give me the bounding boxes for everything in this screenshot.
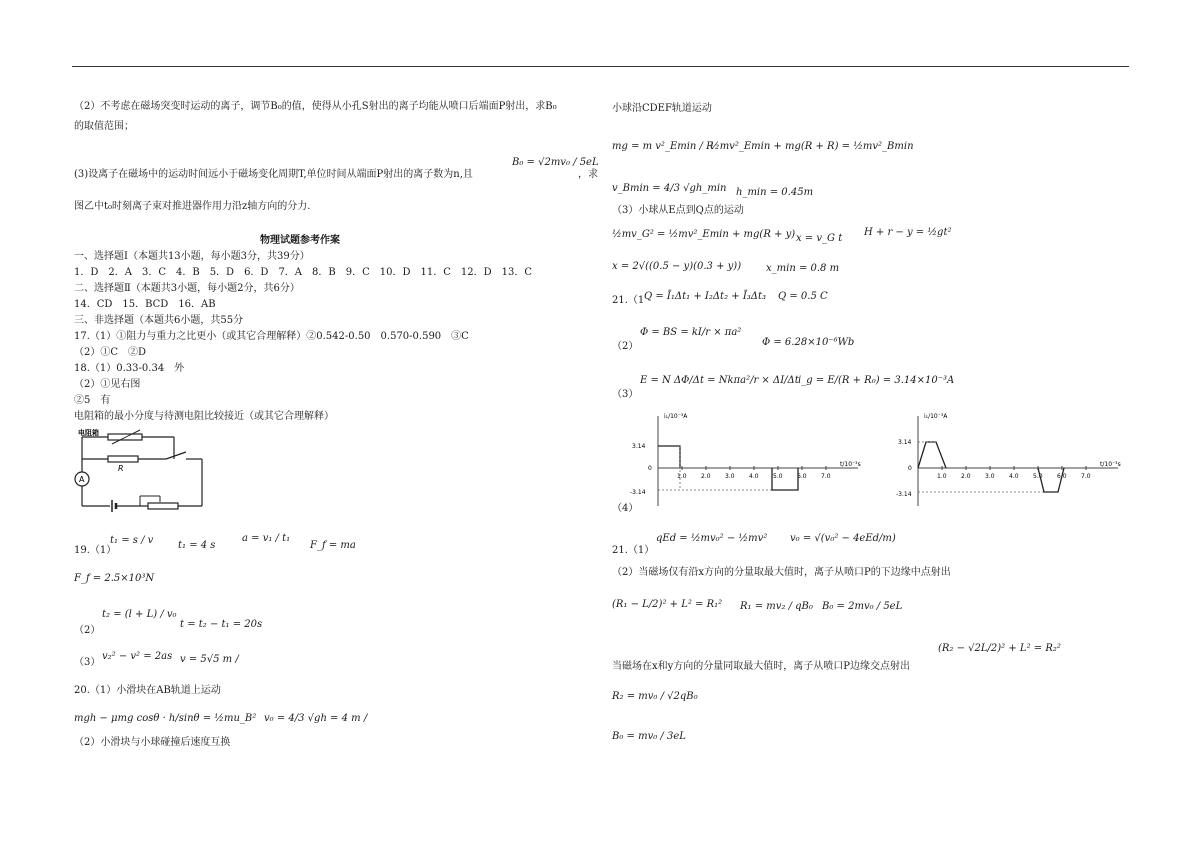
- answer19-formula9: v = 5√5 m /: [180, 654, 239, 665]
- section1-answers: 1．D 2．A 3．C 4．B 5．D 6．D 7．A 8．B 9．C 10．D 11．C 12．D 13．C: [74, 267, 532, 278]
- answer-title: 物理试题参考作案: [260, 235, 340, 246]
- circuit-diagram: [74, 426, 214, 522]
- graph-tick-label: 1.0: [677, 473, 687, 480]
- right-formula14: E = N ΔΦ/Δt = Nkπa²/r × ΔI/Δt: [640, 375, 799, 386]
- graph1-origin: 0: [648, 465, 652, 472]
- right-answer21-label: 21.（1: [612, 295, 645, 306]
- right-formula15: i_g = E/(R + R₀) = 3.14×10⁻³A: [798, 375, 955, 386]
- right-answer22-2: （2）当磁场仅有沿x方向的分量取最大值时，离子从喷口P的下边缘中点射出: [612, 567, 951, 578]
- answer20-line1: 20.（1）小滑块在AB轨道上运动: [74, 685, 221, 696]
- answer19-formula2: t₁ = 4 s: [178, 540, 216, 551]
- circuit-label-r: R: [118, 464, 124, 473]
- right-formula4: h_min = 0.45m: [736, 187, 814, 198]
- right-formula11: Q = 0.5 C: [778, 291, 828, 302]
- graph-tick-label: 4.0: [749, 473, 759, 480]
- answer19-formula6: t₂ = (l + L) / v₀: [102, 609, 177, 620]
- q2-line2: 的取值范围；: [74, 121, 134, 132]
- right-formula9: x_min = 0.8 m: [766, 263, 840, 274]
- right-answer22-label: 21.（1）: [612, 545, 655, 556]
- answer18-line3: ②5 有: [74, 395, 111, 406]
- right-line1: 小球沿CDEF轨道运动: [612, 103, 712, 114]
- graph2-origin: 0: [908, 465, 912, 472]
- q3-formula: B₀ = √2mv₀ / 5eL: [512, 157, 599, 168]
- right-formula12: Φ = BS = kI/r × πa²: [640, 327, 742, 338]
- answer20-formula2: v₀ = 4/3 √gh = 4 m /: [264, 713, 368, 724]
- right-answer21-2: （2）: [612, 341, 639, 352]
- graph1-yval-pos: 3.14: [632, 443, 646, 450]
- section2-answers: 14．CD 15．BCD 16．AB: [74, 299, 216, 310]
- right-formula21: (R₂ − √2L/2)² + L² = R₂²: [938, 643, 1061, 654]
- header-rule: [72, 66, 1129, 67]
- section3-heading: 三、非选择题（本题共6小题，共55分: [74, 315, 244, 326]
- graph-tick-label: 2.0: [961, 473, 971, 480]
- section1-heading: 一、选择题Ⅰ（本题共13小题，每小题3分，共39分）: [74, 251, 310, 262]
- right-formula5: ½mv_G² = ½mv²_Emin + mg(R + y): [612, 229, 796, 240]
- right-answer21-3: （3）: [612, 389, 639, 400]
- graph-tick-label: 2.0: [701, 473, 711, 480]
- right-formula18: (R₁ − L/2)² + L² = R₁²: [612, 599, 723, 610]
- q2-line1: （2）不考虑在磁场突变时运动的离子，调节B₀的值，使得从小孔S射出的离子均能从喷口后端面P射出，求B₀: [74, 101, 557, 112]
- switch-symbol: [166, 452, 186, 459]
- q3-end: ，求: [578, 169, 598, 180]
- right-formula13: Φ = 6.28×10⁻⁶Wb: [762, 337, 855, 348]
- answer19-formula8: v₂² − v² = 2as: [102, 651, 173, 662]
- q3-line2: 图乙中t₀时刻离子束对推进器作用力沿z轴方向的分力.: [74, 201, 311, 212]
- graph-tick-label: 6.0: [1057, 473, 1067, 480]
- q3-line1: (3)设离子在磁场中的运动时间远小于磁场变化周期T,单位时间从端面P射出的离子数为n,且: [74, 169, 473, 180]
- resistor-box-arrow: [112, 430, 140, 444]
- graph-tick-label: 3.0: [985, 473, 995, 480]
- current-time-graphs: [626, 410, 1126, 510]
- graph2-yval-neg: -3.14: [896, 491, 912, 498]
- rheostat-symbol: [148, 503, 178, 509]
- circuit-label-resistor-box: 电阻箱: [78, 429, 99, 437]
- answer19-formula3: a = v₁ / t₁: [242, 533, 291, 544]
- graph2-yval-pos: 3.14: [898, 439, 912, 446]
- graph1-ylabel: i₁/10⁻³A: [664, 413, 688, 420]
- right-formula1: mg = m v²_Emin / R: [612, 141, 714, 152]
- right-formula10: Q = Ī₁Δt₁ + I₂Δt₂ + Ī₃Δt₃: [644, 291, 767, 302]
- section2-heading: 二、选择题Ⅱ（本题共3小题，每小题2分，共6分）: [74, 283, 300, 294]
- right-formula6: x = v_G t: [796, 233, 843, 244]
- right-formula7: H + r − y = ½gt²: [864, 227, 952, 238]
- graph2-pulse-positive: [918, 442, 946, 468]
- answer20-line2: （2）小滑块与小球碰撞后速度互换: [74, 737, 231, 748]
- answer18-line2: （2）①见右图: [74, 379, 141, 390]
- answer20-formula1: mgh − μmg cosθ · h/sinθ = ½mu_B²: [74, 713, 257, 724]
- answer19-2-label: （2）: [74, 625, 101, 636]
- graph1-yval-neg: -3.14: [630, 489, 646, 496]
- graph-tick-label: 6.0: [797, 473, 807, 480]
- right-formula17: v₀ = √(v₀² − 4eEd/m): [790, 533, 896, 544]
- resistor-r-symbol: [108, 456, 138, 462]
- graph-tick-label: 5.0: [773, 473, 783, 480]
- answer18-line4: 电阻箱的最小分度与待测电阻比较接近（或其它合理解释）: [74, 411, 334, 422]
- answer19-formula1: t₁ = s / v: [110, 535, 154, 546]
- right-formula8: x = 2√((0.5 − y)(0.3 + y)): [612, 261, 742, 272]
- answer19-3-label: （3）: [74, 657, 101, 668]
- graph-tick-label: 4.0: [1009, 473, 1019, 480]
- circuit-label-a: A: [79, 475, 85, 484]
- right-formula2: ½mv²_Emin + mg(R + R) = ½mv²_Bmin: [710, 141, 914, 152]
- right-formula16: qEd = ½mv₀² − ½mv²: [656, 533, 768, 544]
- graph2-pulse-negative: [1038, 468, 1064, 492]
- right-line2: （3）小球从E点到Q点的运动: [612, 205, 744, 216]
- graph-tick-label: 1.0: [937, 473, 947, 480]
- right-formula22: R₂ = mv₀ / √2qB₀: [612, 691, 698, 702]
- graph2-ylabel: i₁/10⁻³A: [924, 413, 948, 420]
- graph1-pulse-positive: [658, 446, 680, 468]
- answer19-label: 19.（1）: [74, 545, 117, 556]
- answer19-formula7: t = t₂ − t₁ = 20s: [180, 619, 263, 630]
- graph-tick-label: 7.0: [1081, 473, 1091, 480]
- graph1-xlabel: t/10⁻³s: [840, 461, 861, 468]
- right-formula3: v_Bmin = 4/3 √gh_min: [612, 183, 727, 194]
- right-formula23: B₀ = mv₀ / 3eL: [612, 731, 686, 742]
- right-formula19: R₁ = mv₂ / qB₀: [740, 601, 813, 612]
- right-answer21-4: （4）: [612, 503, 639, 514]
- answer17-line2: （2）①C ②D: [74, 347, 147, 358]
- graph-tick-label: 5.0: [1033, 473, 1043, 480]
- graph-tick-label: 3.0: [725, 473, 735, 480]
- answer19-formula5: F_f = 2.5×10³N: [74, 573, 155, 584]
- answer19-formula4: F_f = ma: [310, 540, 356, 551]
- graph2-xlabel: t/10⁻³s: [1100, 461, 1121, 468]
- right-formula20: B₀ = 2mv₀ / 5eL: [822, 601, 903, 612]
- answer17-line1: 17.（1）①阻力与重力之比更小（或其它合理解释）②0.542-0.50 0.570-0.590 ③C: [74, 331, 469, 342]
- graph-tick-label: 7.0: [821, 473, 831, 480]
- answer18-line1: 18.（1）0.33-0.34 外: [74, 363, 185, 374]
- right-answer22-3: 当磁场在x和y方向的分量同取最大值时，离子从喷口P边缘交点射出: [612, 661, 911, 672]
